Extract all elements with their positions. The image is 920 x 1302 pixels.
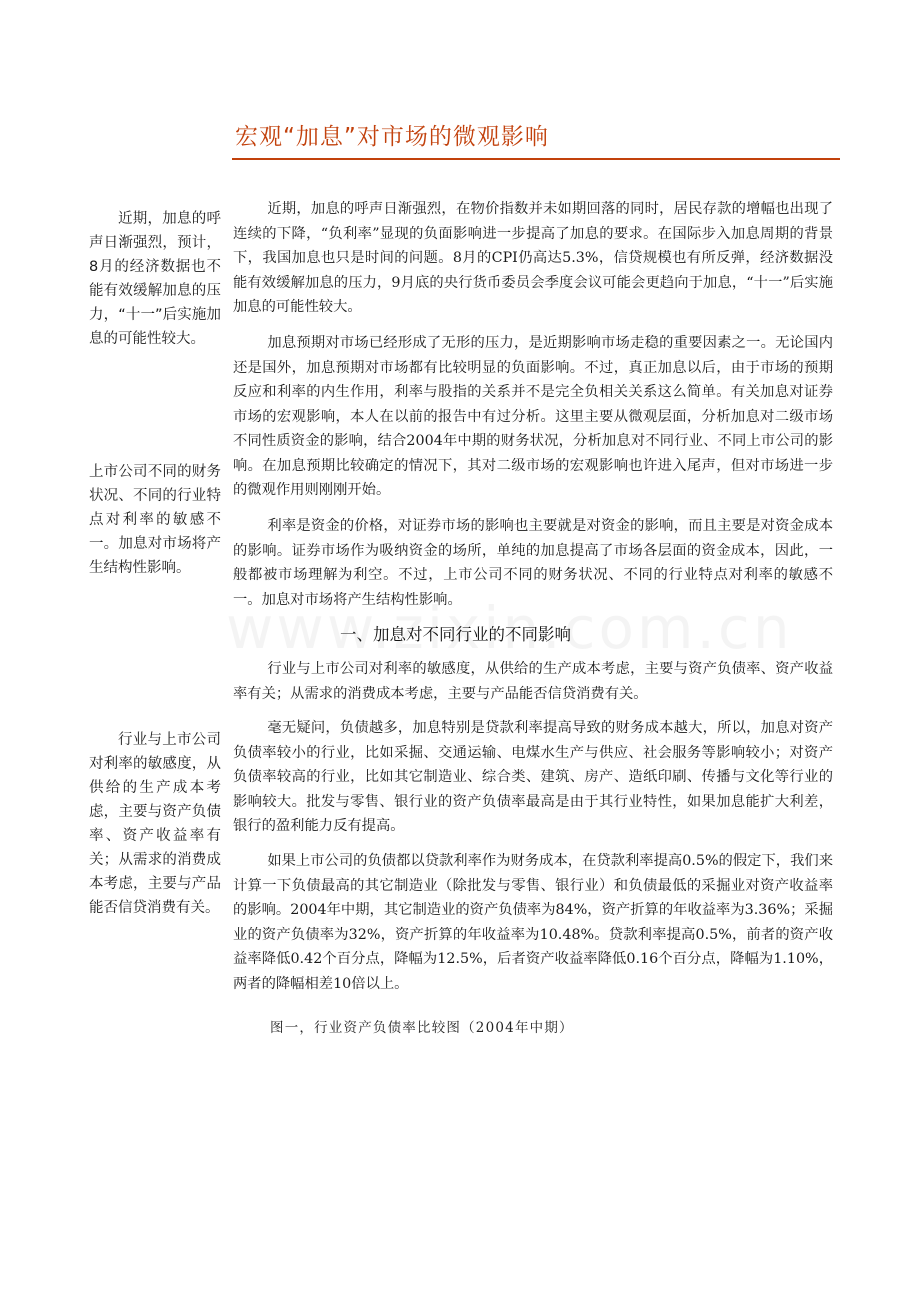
section-heading: 一、加息对不同行业的不同影响 <box>340 625 571 644</box>
figure-caption: 图一，行业资产负债率比较图（2004年中期） <box>270 1020 574 1036</box>
body-paragraph-1: 近期，加息的呼声日渐强烈，在物价指数并未如期回落的同时，居民存款的增幅也出现了连续的下降，“负利率”显现的负面影响进一步提高了加息的要求。在国际步入加息周期的背景下，我国加息也只是时间的问题。8月的CPI仍高达5.3%，信贷规模也有所反弹，经济数据没能有效缓解加息的压力，9月底的央行货币委员会季度会议可能会更趋向于加息，“十一”后实施加息的可能性较大。 <box>233 201 833 315</box>
body-paragraph-5: 毫无疑问，负债越多，加息特别是贷款利率提高导致的财务成本越大，所以，加息对资产负债率较小的行业，比如采掘、交通运输、电煤水生产与供应、社会服务等影响较小；对资产负债率较高的行业，比如其它制造业、综合类、建筑、房产、造纸印刷、传播与文化等行业的影响较大。批发与零售、银行业的资产负债率最高是由于其行业特性，如果加息能扩大利差，银行的盈利能力反有提高。 <box>233 720 833 834</box>
title-divider <box>232 158 840 160</box>
body-paragraph-4: 行业与上市公司对利率的敏感度，从供给的生产成本考虑，主要与资产负债率、资产收益率有关；从需求的消费成本考虑，主要与产品能否信贷消费有关。 <box>233 661 833 702</box>
page-title: 宏观“加息”对市场的微观影响 <box>235 124 549 150</box>
body-paragraph-3: 利率是资金的价格，对证券市场的影响也主要就是对资金的影响，而且主要是对资金成本的影响。证券市场作为吸纳资金的场所，单纯的加息提高了市场各层面的资金成本，因此，一般都被市场理解为利空。不过，上市公司不同的财务状况、不同的行业特点对利率的敏感不一。加息对市场将产生结构性影响。 <box>233 518 833 608</box>
body-paragraph-2: 加息预期对市场已经形成了无形的压力，是近期影响市场走稳的重要因素之一。无论国内还是国外，加息预期对市场都有比较明显的负面影响。不过，真正加息以后，由于市场的预期反应和利率的内生作用，利率与股指的关系并不是完全负相关关系这么简单。有关加息对证券市场的宏观影响，本人在以前的报告中有过分析。这里主要从微观层面，分析加息对二级市场不同性质资金的影响，结合2004年中期的财务状况，分析加息对不同行业、不同上市公司的影响。在加息预期比较确定的情况下，其对二级市场的宏观影响也许进入尾声，但对市场进一步的微观作用则刚刚开始。 <box>233 335 833 498</box>
sidebar-note-3: 行业与上市公司对利率的敏感度，从供给的生产成本考虑，主要与资产负债率、资产收益率有关；从需求的消费成本考虑，主要与产品能否信贷消费有关。 <box>89 732 221 916</box>
sidebar-note-2: 上市公司不同的财务状况、不同的行业特点对利率的敏感不一。加息对市场将产生结构性影响。 <box>89 464 221 576</box>
body-paragraph-6: 如果上市公司的负债都以贷款利率作为财务成本，在贷款利率提高0.5%的假定下，我们来计算一下负债最高的其它制造业（除批发与零售、银行业）和负债最低的采掘业对资产收益率的影响。2004年中期，其它制造业的资产负债率为84%，资产折算的年收益率为3.36%；采掘业的资产负债率为32%，资产折算的年收益率为10.48%。贷款利率提高0.5%，前者的资产收益率降低0.42个百分点，降幅为12.5%，后者资产收益率降低0.16个百分点，降幅为1.10%，两者的降幅相差10倍以上。 <box>233 853 833 992</box>
sidebar-note-1: 近期，加息的呼声日渐强烈，预计，8月的经济数据也不能有效缓解加息的压力，“十一”后实施加息的可能性较大。 <box>89 211 221 347</box>
